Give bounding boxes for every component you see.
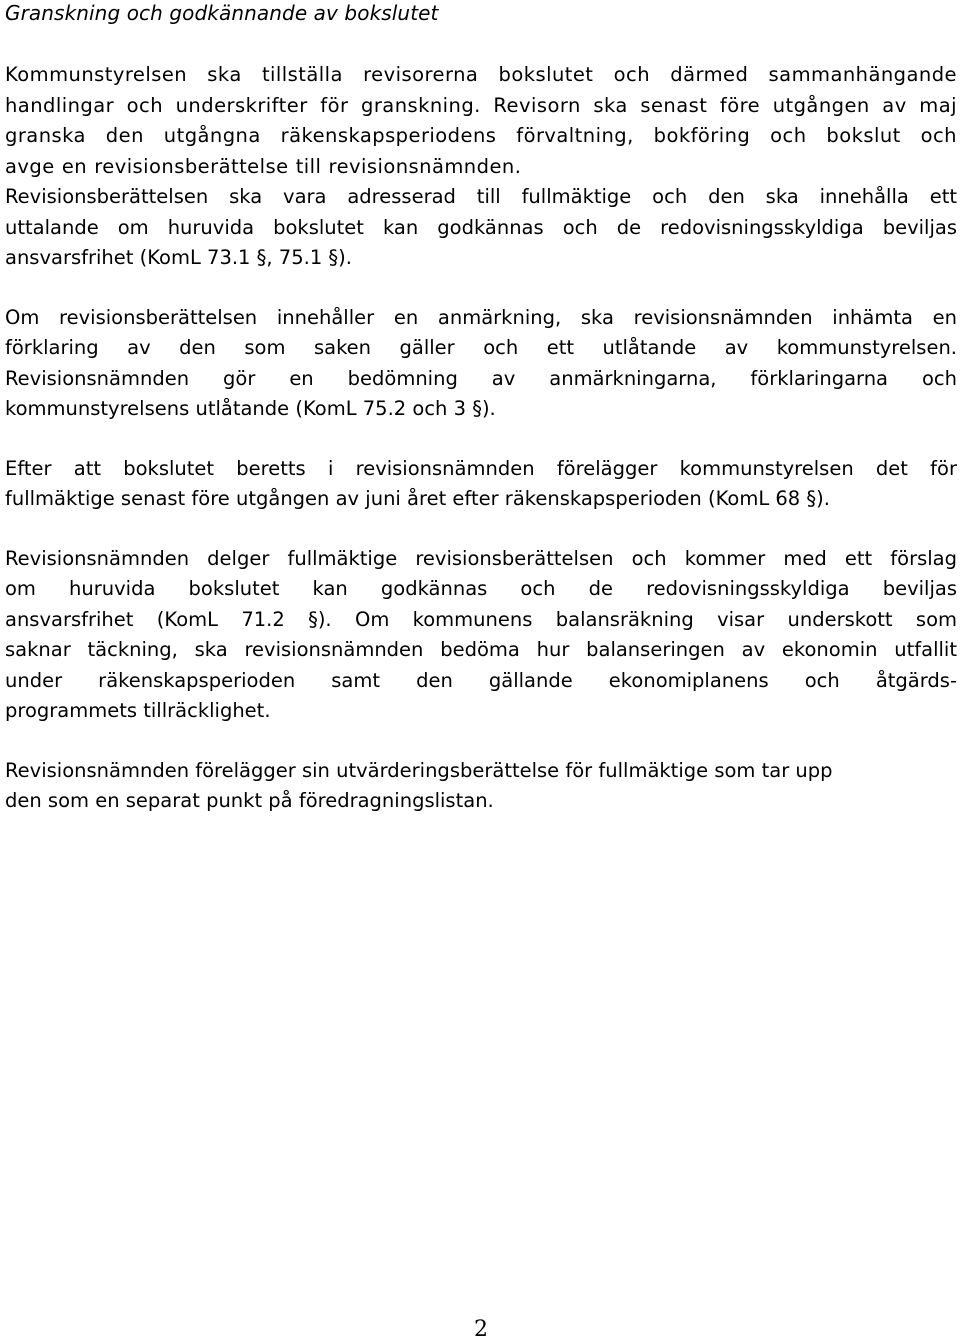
- text-line: kommunstyrelsens utlåtande (KomL 75.2 och 3 §).: [5, 397, 496, 420]
- page-number: 2: [474, 1317, 488, 1342]
- paragraph-evaluation-report: [5, 756, 957, 817]
- paragraph-council-proposal: [5, 544, 957, 727]
- paragraph-audit-submission: [5, 60, 957, 182]
- text-line: Revisionsberättelsen ska vara adresserad till fullmäktige och den ska innehålla ett: [5, 185, 957, 208]
- text-line: ansvarsfrihet (KomL 73.1 §, 75.1 §).: [5, 246, 352, 269]
- text-line: Revisionsnämnden gör en bedömning av anmärkningarna, förklaringarna och: [5, 366, 957, 390]
- text-line: Revisionsnämnden förelägger sin utvärderingsberättelse för fullmäktige som tar upp: [5, 758, 833, 782]
- text-line: Kommunstyrelsen ska tillställa revisorerna bokslutet och därmed sammanhängande: [5, 63, 957, 86]
- text-line: förklaring av den som saken gäller och ett utlåtande av kommunstyrelsen.: [5, 336, 957, 359]
- text-line: under räkenskapsperioden samt den gällande ekonomiplanens och åtgärds-: [5, 668, 957, 692]
- text-line: handlingar och underskrifter för granskning. Revisorn ska senast före utgången av maj: [5, 93, 957, 117]
- document-page: [5, 0, 957, 817]
- text-line: programmets tillräcklighet.: [5, 699, 271, 722]
- text-line: Revisionsnämnden delger fullmäktige revisionsberättelsen och kommer med ett förslag: [5, 546, 957, 570]
- section-heading: Granskning och godkännande av bokslutet: [5, 1, 439, 25]
- text-line: saknar täckning, ska revisionsnämnden bedöma hur balanseringen av ekonomin utfallit: [5, 638, 957, 661]
- text-line: Om revisionsberättelsen innehåller en anmärkning, ska revisionsnämnden inhämta en: [5, 305, 957, 329]
- paragraph-audit-report-content: [5, 182, 957, 274]
- text-line: den som en separat punkt på föredragningslistan.: [5, 789, 494, 812]
- text-line: Efter att bokslutet beretts i revisionsnämnden förelägger kommunstyrelsen det för: [5, 456, 957, 480]
- text-line: fullmäktige senast före utgången av juni året efter räkenskapsperioden (KomL 68 §).: [5, 487, 830, 510]
- text-line: granska den utgångna räkenskapsperiodens förvaltning, bokföring och bokslut och: [5, 124, 957, 147]
- text-line: uttalande om huruvida bokslutet kan godkännas och de redovisningsskyldiga beviljas: [5, 215, 957, 239]
- text-line: om huruvida bokslutet kan godkännas och de redovisningsskyldiga beviljas: [5, 577, 957, 600]
- paragraph-presentation-deadline: [5, 454, 957, 515]
- text-line: ansvarsfrihet (KomL 71.2 §). Om kommunens balansräkning visar underskott som: [5, 607, 957, 631]
- text-line: avge en revisionsberättelse till revisionsnämnden.: [5, 154, 522, 178]
- paragraph-remarks: [5, 303, 957, 425]
